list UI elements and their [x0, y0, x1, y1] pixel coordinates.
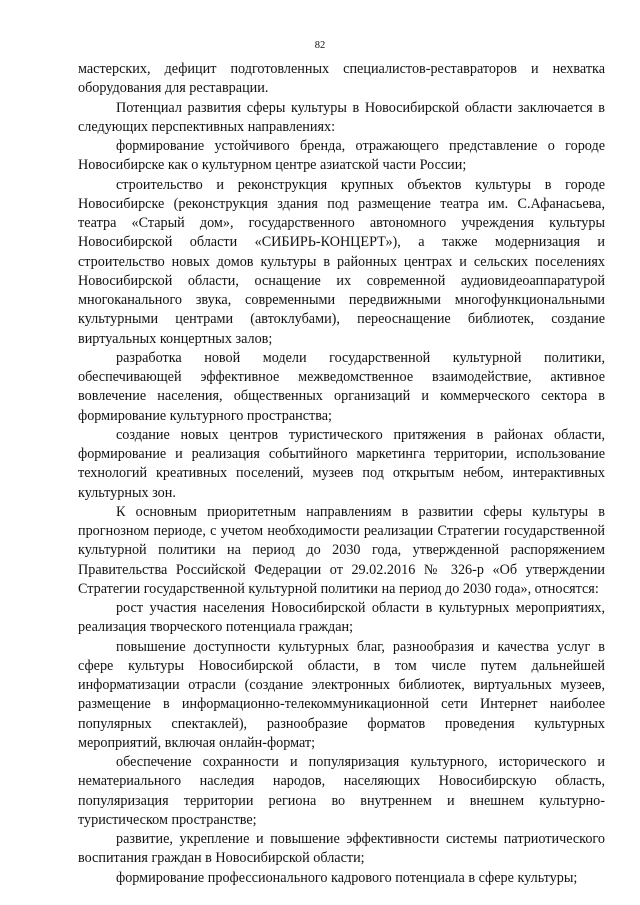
list-item-tourism-centers: создание новых центров туристического притяжения в районах области, формирование и реализация событийного маркетинга территории, использование технологий креативных поселений, музеев под открытым небом, интерактивных культурных зон.	[78, 426, 605, 501]
list-item-staff-potential: формирование профессионального кадрового потенциала в сфере культуры;	[116, 869, 578, 886]
list-item-policy-model: разработка новой модели государственной культурной политики, обеспечивающей эффективное межведомственное взаимодействие, активное вовлечение населения, общественных организаций и коммерческого сектора в формирование культурного пространства;	[78, 349, 605, 424]
list-item-participation: рост участия населения Новосибирской области в культурных мероприятиях, реализация творческого потенциала граждан;	[78, 600, 605, 636]
paragraph-continuation: мастерских, дефицит подготовленных специалистов-реставраторов и нехватка оборудования для реставрации.	[78, 61, 605, 97]
list-item-construction: строительство и реконструкция крупных объектов культуры в городе Новосибирске (реконструкция здания под размещение театра им. С.Афанасьева, театра «Старый дом», государственного автономного учреждения культуры Новосибирской области «СИБИРЬ-КОНЦЕРТ»), а также модернизация и строительство новых домов культуры в районных центрах и сельских поселениях Новосибирской области, оснащение их современной аудиовидеоаппаратурой многоканального звука, современными передвижными многофункциональными культурными центрами (автоклубами), переоснащение библиотек, создание виртуальных концертных залов;	[78, 176, 605, 347]
paragraph-culture-potential-intro: Потенциал развития сферы культуры в Новосибирской области заключается в следующих перспективных направлениях:	[78, 99, 605, 135]
page-number: 82	[314, 40, 326, 51]
list-item-accessibility: повышение доступности культурных благ, разнообразия и качества услуг в сфере культуры Новосибирской области, в том числе путем дальнейшей информатизации отрасли (создание электронных библиотек, виртуальных музеев, размещение в информационно-телекоммуникационной сети Интернет наиболее популярных спектаклей), разнообразие форматов проведения культурных мероприятий, включая онлайн-формат;	[78, 638, 605, 751]
list-item-brand: формирование устойчивого бренда, отражающего представление о городе Новосибирске как о культурном центре азиатской части России;	[78, 138, 605, 174]
body-text	[78, 60, 605, 888]
list-item-patriotic-education: развитие, укрепление и повышение эффективности системы патриотического воспитания граждан в Новосибирской области;	[78, 831, 605, 867]
paragraph-priority-directions-intro: К основным приоритетным направлениям в развитии сферы культуры в прогнозном периоде, с учетом необходимости реализации Стратегии государственной культурной политики на период до 2030 года, утвержденной распоряжением Правительства Российской Федерации от 29.02.2016 № 326-р «Об утверждении Стратегии государственной культурной политики на период до 2030 года», относятся:	[78, 503, 605, 597]
list-item-heritage: обеспечение сохранности и популяризация культурного, исторического и нематериального наследия народов, населяющих Новосибирскую область, популяризация территории региона во внутреннем и внешнем культурно-туристическом пространстве;	[78, 754, 605, 828]
